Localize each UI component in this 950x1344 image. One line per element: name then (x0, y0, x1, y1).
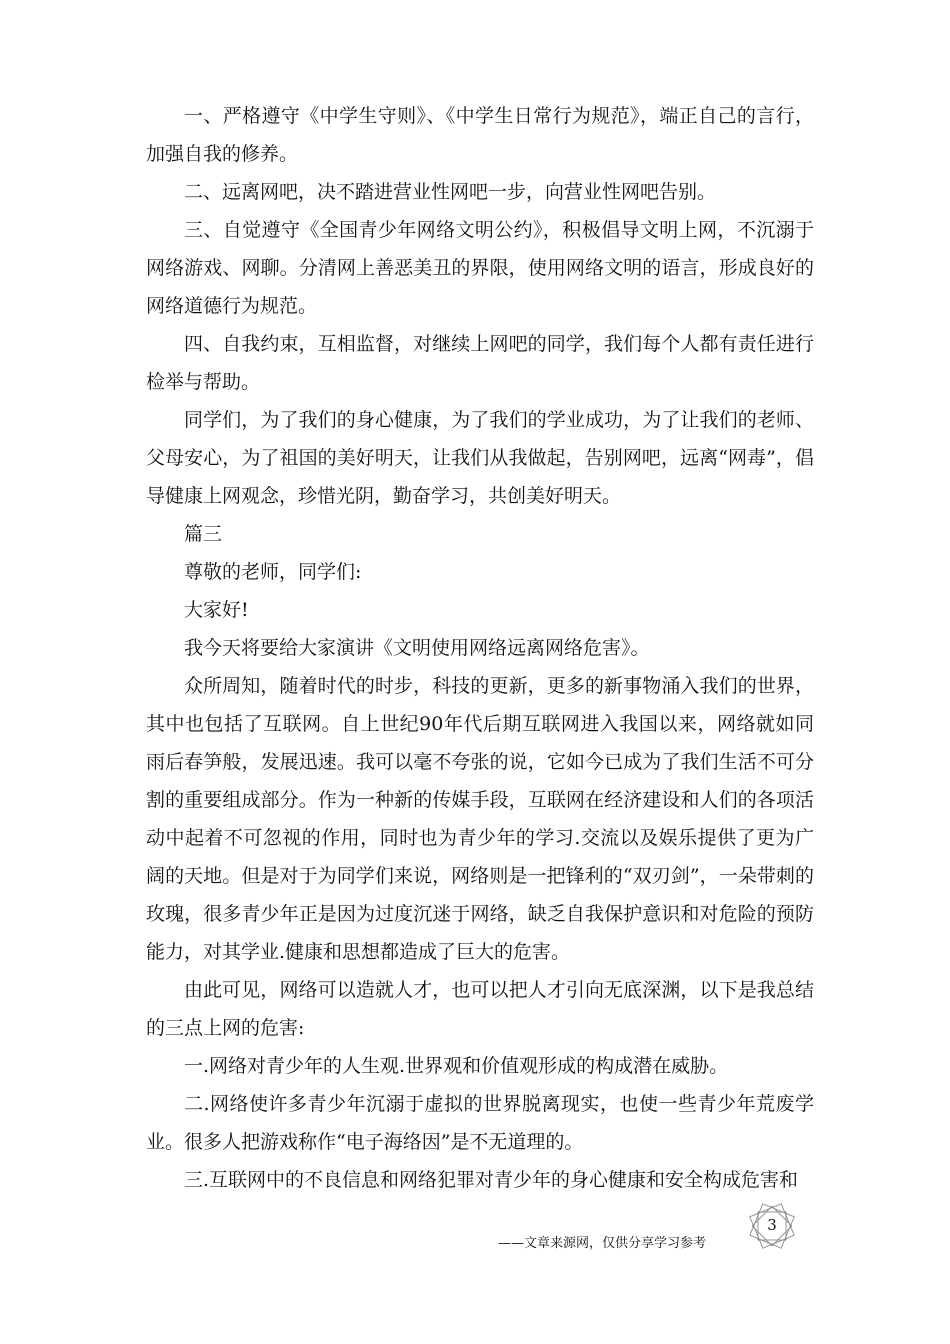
paragraph: 三.互联网中的不良信息和网络犯罪对青少年的身心健康和安全构成危害和 (184, 1169, 799, 1191)
paragraph: 二.网络使许多青少年沉溺于虚拟的世界脱离现实，也使一些青少年荒废学业。很多人把游戏称作“电子海络因”是不无道理的。 (146, 1093, 814, 1153)
paragraph: 众所周知，随着时代的时步，科技的更新，更多的新事物涌入我们的世界，其中也包括了互联网。自上世纪90年代后期互联网进入我国以来，网络就如同雨后春笋般，发展迅速。我可以毫不夸张的说，它如今已成为了我们生活不可分割的重要组成部分。作为一种新的传媒手段，互联网在经济建设和人们的各项活动中起着不可忽视的作用，同时也为青少年的学习.交流以及娱乐提供了更为广阔的天地。但是对于为同学们来说，网络则是一把锋利的“双刃剑”，一朵带刺的玫瑰，很多青少年正是因为过度沉迷于网络，缺乏自我保护意识和对危险的预防能力，对其学业.健康和思想都造成了巨大的危害。 (146, 675, 814, 963)
paragraph: 四、自我约束，互相监督，对继续上网吧的同学，我们每个人都有责任进行检举与帮助。 (146, 333, 814, 393)
paragraph: 二、远离网吧，决不踏进营业性网吧一步，向营业性网吧告别。 (184, 181, 717, 203)
page-number: 3 (767, 1216, 777, 1234)
footer-note: ——文章来源网，仅供分享学习参考 (498, 1236, 707, 1251)
paragraph: 三、自觉遵守《全国青少年网络文明公约》，积极倡导文明上网，不沉溺于网络游戏、网聊。分清网上善恶美丑的界限，使用网络文明的语言，形成良好的网络道德行为规范。 (146, 219, 814, 317)
salutation: 尊敬的老师，同学们: (184, 561, 362, 583)
page-number-badge (744, 1201, 800, 1251)
document-body (146, 97, 814, 1199)
paragraph: 同学们，为了我们的身心健康，为了我们的学业成功，为了让我们的老师、父母安心，为了祖国的美好明天，让我们从我做起，告别网吧，远离“网毒”，倡导健康上网观念，珍惜光阴，勤奋学习，共创美好明天。 (146, 409, 814, 507)
section-heading: 篇三 (184, 523, 223, 545)
paragraph: 我今天将要给大家演讲《文明使用网络远离网络危害》。 (184, 637, 650, 659)
paragraph: 由此可见，网络可以造就人才，也可以把人才引向无底深渊，以下是我总结的三点上网的危害: (146, 979, 814, 1039)
paragraph: 一、严格遵守《中学生守则》、《中学生日常行为规范》，端正自己的言行，加强自我的修养。 (146, 105, 814, 165)
greeting: 大家好! (184, 599, 249, 621)
paragraph: 一.网络对青少年的人生观.世界观和价值观形成的构成潜在威胁。 (184, 1055, 729, 1077)
